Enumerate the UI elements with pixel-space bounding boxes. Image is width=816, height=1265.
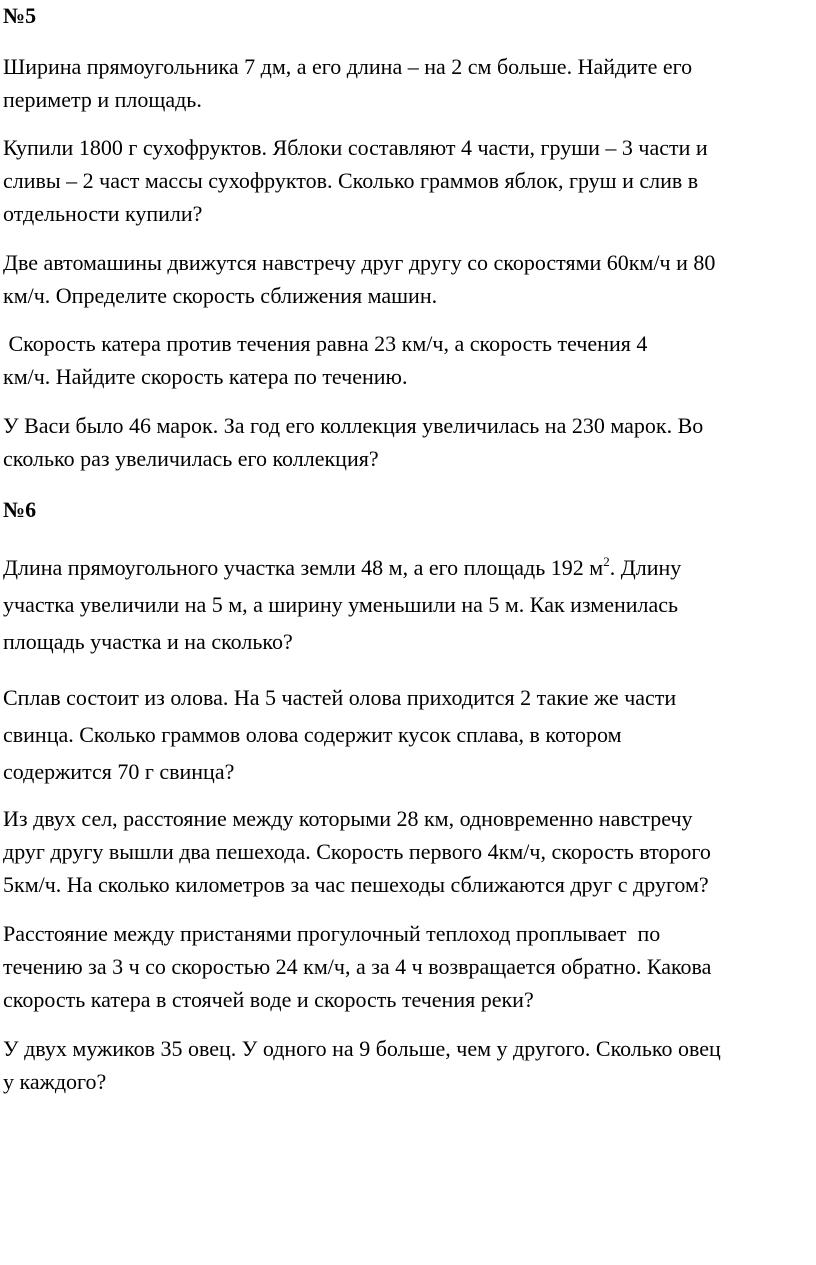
section-5-problem-4: [3, 327, 813, 393]
problem-line: отдельности купили?: [3, 201, 203, 226]
section-5-heading: №5: [3, 3, 37, 28]
problem-line: Расстояние между пристанями прогулочный теплоход проплывает по: [3, 921, 661, 946]
problem-line: сколько раз увеличилась его коллекция?: [3, 446, 379, 471]
problem-line-text: . Длину: [609, 555, 682, 580]
problem-line: друг другу вышли два пешехода. Скорость первого 4км/ч, скорость второго: [3, 839, 711, 864]
section-6-problem-3: [3, 802, 813, 901]
problem-line: км/ч. Определите скорость сближения машин.: [3, 283, 438, 308]
problem-line: км/ч. Найдите скорость катера по течению.: [3, 364, 408, 389]
problem-line: течению за 3 ч со скоростью 24 км/ч, а за 4 ч возвращается обратно. Какова: [3, 954, 712, 979]
problem-line: Из двух сел, расстояние между которыми 28 км, одновременно навстречу: [3, 806, 693, 831]
problem-line: скорость катера в стоячей воде и скорость течения реки?: [3, 987, 534, 1012]
section-5-problem-2: [3, 131, 813, 230]
section-6-problem-5: [3, 1032, 813, 1098]
problem-line: У Васи было 46 марок. За год его коллекция увеличилась на 230 марок. Во: [3, 413, 704, 438]
problem-line: 5км/ч. На сколько километров за час пешеходы сближаются друг с другом?: [3, 872, 709, 897]
problem-line: площадь участка и на сколько?: [3, 629, 293, 654]
problem-line: Ширина прямоугольника 7 дм, а его длина – на 2 см больше. Найдите его: [3, 54, 693, 79]
problem-line: У двух мужиков 35 овец. У одного на 9 больше, чем у другого. Сколько овец: [3, 1036, 721, 1061]
section-6-heading: №6: [3, 497, 37, 522]
problem-line: Скорость катера против течения равна 23 км/ч, а скорость течения 4: [3, 331, 648, 356]
section-5-problem-5: [3, 409, 813, 475]
problem-line: Сплав состоит из олова. На 5 частей олова приходится 2 такие же части: [3, 685, 677, 710]
problem-line: периметр и площадь.: [3, 87, 202, 112]
problem-line: содержится 70 г свинца?: [3, 759, 235, 784]
section-6-problem-2: [3, 679, 813, 790]
section-5-problem-1: [3, 50, 813, 116]
problem-line: участка увеличили на 5 м, а ширину уменьшили на 5 м. Как изменилась: [3, 592, 679, 617]
problem-line-text: Длина прямоугольного участка земли 48 м, а его площадь 192 м: [3, 555, 604, 580]
section-6-problem-4: [3, 917, 813, 1016]
problem-line: Две автомашины движутся навстречу друг другу со скоростями 60км/ч и 80: [3, 250, 716, 275]
problem-line: Купили 1800 г сухофруктов. Яблоки составляют 4 части, груши – 3 части и: [3, 135, 708, 160]
superscript-exponent: 2: [603, 554, 610, 569]
section-6-problem-1: [3, 549, 813, 660]
problem-line: у каждого?: [3, 1069, 107, 1094]
problem-line: сливы – 2 част массы сухофруктов. Сколько граммов яблок, груш и слив в: [3, 168, 699, 193]
section-5-problem-3: [3, 246, 813, 312]
problem-line: [3, 549, 813, 586]
problem-line: свинца. Сколько граммов олова содержит кусок сплава, в котором: [3, 722, 622, 747]
